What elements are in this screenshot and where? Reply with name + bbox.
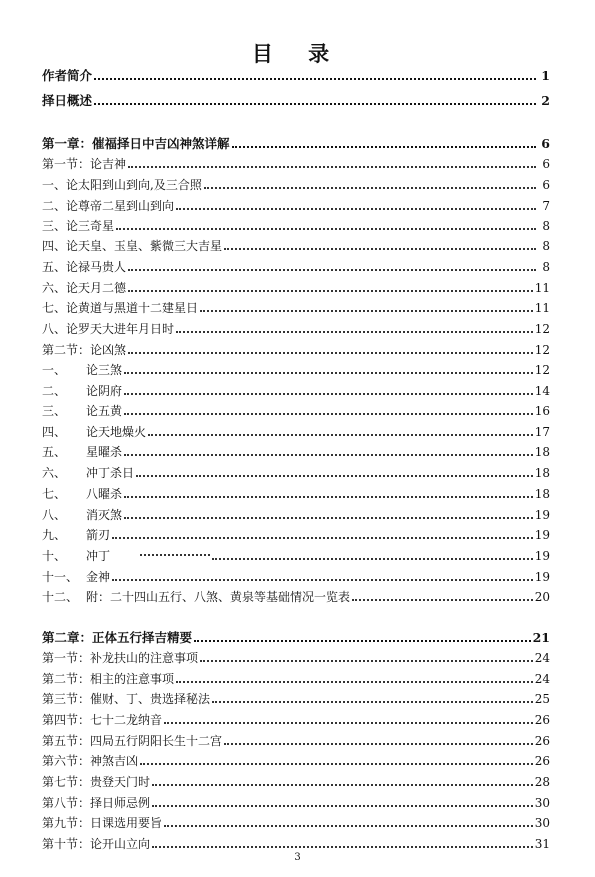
toc-entry-page: 19: [534, 508, 550, 522]
toc-entry-label: [42, 444, 122, 460]
toc-entry-number: 七、: [42, 487, 67, 501]
toc-entry[interactable]: [42, 134, 550, 152]
toc-entry-title: 第二节：相主的注意事项: [42, 672, 175, 686]
toc-entry-page: 2: [541, 93, 550, 108]
toc-entry-title: 第五节：四局五行阴阳长生十二宫: [42, 734, 223, 748]
toc-entry-page: 8: [542, 260, 550, 274]
dot-leader: [176, 681, 533, 683]
dot-leader: [200, 660, 533, 662]
dot-leader: [94, 78, 536, 80]
toc-entry[interactable]: [42, 422, 550, 440]
toc-entry-page: 12: [534, 343, 550, 357]
toc-entry[interactable]: [42, 463, 550, 481]
toc-entry-label: [42, 589, 350, 605]
dot-leader: [152, 784, 533, 786]
toc-entry-number: 九、: [42, 528, 67, 542]
toc-entry-title: 第四节：七十二龙纳音: [42, 713, 163, 727]
dot-leader: [124, 393, 533, 395]
dot-leader: [200, 310, 533, 312]
toc-entry-label: [42, 198, 174, 214]
page-number: 3: [294, 852, 301, 863]
toc-entry[interactable]: [42, 669, 550, 687]
toc-entry-label: [42, 321, 174, 337]
dot-leader: [232, 146, 536, 148]
toc-entry-page: 7: [542, 199, 550, 213]
toc-entry-label: [42, 218, 114, 234]
toc-entry-page: 28: [534, 775, 550, 789]
toc-entry-number: 二、: [42, 384, 67, 398]
dot-leader: [128, 352, 533, 354]
toc-entry-label: [42, 177, 202, 193]
toc-entry-title: 二、论尊帝二星到山到向: [42, 199, 175, 213]
toc-entry-title: 八、论罗天大进年月日时: [42, 322, 175, 336]
toc-entry-label: [42, 486, 122, 502]
toc-entry-page: 24: [534, 651, 550, 665]
toc-entry-number: 十、: [42, 549, 67, 563]
toc-entry-title: 论五黄: [86, 404, 123, 418]
toc-entry-number: 四、: [42, 425, 67, 439]
toc-entry-label: [42, 774, 150, 790]
dot-leader: [176, 208, 536, 210]
toc-entry-title: 箭刃: [86, 528, 111, 542]
toc-entry-label: [42, 691, 210, 707]
dot-leader: [124, 454, 533, 456]
toc-entry[interactable]: [42, 66, 550, 84]
toc-entry-title: 论阴府: [86, 384, 123, 398]
dot-leader: [128, 166, 536, 168]
toc-entry-page: 26: [534, 754, 550, 768]
toc-entry[interactable]: [42, 257, 550, 275]
dot-leader: [194, 640, 531, 642]
dot-leader: [128, 290, 533, 292]
toc-entry-label: [42, 424, 146, 440]
dot-leader: [116, 228, 536, 230]
toc-entry[interactable]: [42, 175, 550, 193]
toc-entry-page: 31: [534, 837, 550, 851]
toc-entry[interactable]: [42, 401, 550, 419]
toc-entry-title: 消灭煞: [86, 508, 123, 522]
page-title: 目 录: [251, 41, 344, 66]
toc-entry-page: 11: [534, 281, 550, 295]
toc-entry-page: 14: [534, 384, 550, 398]
toc-entry-title: 论三煞: [86, 363, 123, 377]
toc-entry[interactable]: [42, 628, 550, 646]
toc-entry-title: 三、论三奇星: [42, 219, 115, 233]
toc-entry-page: 16: [534, 404, 550, 418]
toc-entry-page: 19: [534, 549, 550, 563]
toc-entry[interactable]: [42, 340, 550, 358]
toc-entry[interactable]: [42, 91, 550, 109]
dot-leader: [164, 825, 533, 827]
toc-entry-page: 11: [534, 301, 550, 315]
toc-entry[interactable]: [42, 689, 550, 707]
toc-entry[interactable]: [42, 751, 550, 769]
toc-entry-label: [42, 548, 210, 564]
toc-entry[interactable]: [42, 278, 550, 296]
toc-entry-title: 第八节：择日师忌例: [42, 796, 151, 810]
toc-entry-title: 附：二十四山五行、八煞、黄泉等基础情况一览表: [86, 590, 351, 604]
dot-leader: [124, 372, 533, 374]
toc-entry-title: 星曜杀: [86, 445, 123, 459]
toc-entry-label: [42, 733, 222, 749]
toc-entry-label: [42, 465, 134, 481]
dot-leader: [152, 805, 533, 807]
dot-leader: [212, 701, 533, 703]
toc-entry[interactable]: [42, 834, 550, 852]
dot-leader: [148, 434, 533, 436]
toc-entry-label: [42, 527, 110, 543]
toc-entry-number: 五、: [42, 445, 67, 459]
toc-entry-page: 6: [542, 157, 550, 171]
toc-entry[interactable]: [42, 567, 550, 585]
toc-entry-page: 26: [534, 713, 550, 727]
toc-entry-page: 30: [534, 816, 550, 830]
toc-entry-label: [42, 342, 126, 358]
toc-entry-page: 24: [534, 672, 550, 686]
dot-leader: [124, 496, 533, 498]
toc-entry-page: 12: [534, 363, 550, 377]
toc-entry-page: 18: [534, 445, 550, 459]
toc-entry-page: 6: [541, 136, 550, 151]
toc-entry[interactable]: [42, 484, 550, 502]
toc-entry-label: [42, 68, 92, 84]
toc-entry-page: 18: [534, 487, 550, 501]
toc-entry-page: 25: [534, 692, 550, 706]
toc-entry-label: [42, 795, 150, 811]
toc-entry-page: 18: [534, 466, 550, 480]
toc-entry-label: [42, 836, 150, 852]
toc-entry[interactable]: [42, 360, 550, 378]
toc-entry-label: [42, 753, 138, 769]
toc-entry[interactable]: [42, 236, 550, 254]
toc-entry[interactable]: [42, 442, 550, 460]
toc-entry-number: 一、: [42, 363, 67, 377]
toc-entry-label: [42, 650, 198, 666]
toc-entry[interactable]: [42, 648, 550, 666]
toc-entry-title: 五、论禄马贵人: [42, 260, 127, 274]
dot-leader: [224, 743, 533, 745]
toc-entry-title: 第一章：催福择日中吉凶神煞详解: [42, 136, 230, 151]
toc-entry-number: 三、: [42, 404, 67, 418]
toc-entry-label: [42, 569, 110, 585]
toc-entry-title: 作者简介: [42, 68, 93, 83]
toc-entry[interactable]: [42, 525, 550, 543]
toc-entry-page: 1: [541, 68, 550, 83]
toc-entry-page: 6: [542, 178, 550, 192]
dot-leader: [152, 846, 533, 848]
dot-leader: [212, 558, 533, 560]
toc-entry-title: 第一节：补龙扶山的注意事项: [42, 651, 199, 665]
toc-entry[interactable]: [42, 813, 550, 831]
toc-entry-label: [42, 403, 122, 419]
dot-leader: [140, 763, 533, 765]
dot-leader: [112, 579, 533, 581]
toc-entry-label: [42, 507, 122, 523]
dot-leader: [224, 248, 536, 250]
toc-entry-title: 第十节：论开山立向: [42, 837, 151, 851]
toc-entry[interactable]: [42, 154, 550, 172]
toc-entry-label: [42, 362, 122, 378]
toc-entry-label: [42, 280, 126, 296]
toc-entry-title: 第七节：贵登天门时: [42, 775, 151, 789]
toc-entry-title: 第二节：论凶煞: [42, 343, 127, 357]
toc-entry[interactable]: [42, 546, 550, 564]
dot-leader: [136, 475, 533, 477]
dot-leader: [176, 331, 533, 333]
toc-entry-page: 21: [532, 630, 550, 645]
toc-entry-label: [42, 671, 174, 687]
toc-entry[interactable]: [42, 216, 550, 234]
toc-entry-page: 26: [534, 734, 550, 748]
toc-entry-page: 19: [534, 528, 550, 542]
toc-entry-label: [42, 815, 162, 831]
toc-entry-number: 六、: [42, 466, 67, 480]
toc-entry-title: 一、论太阳到山到向,及三合照: [42, 178, 202, 192]
toc-entry-label: [42, 238, 222, 254]
toc-entry[interactable]: [42, 381, 550, 399]
toc-entry-title: 金神: [86, 570, 111, 584]
dot-leader: [352, 599, 533, 601]
toc-entry-page: 8: [542, 239, 550, 253]
toc-entry[interactable]: [42, 505, 550, 523]
toc-entry-title: 第九节：日课选用要旨: [42, 816, 163, 830]
dot-leader: [112, 537, 533, 539]
dot-leader: [164, 722, 533, 724]
toc-entry-page: 20: [534, 590, 550, 604]
toc-entry[interactable]: [42, 319, 550, 337]
dot-leader: [128, 269, 536, 271]
toc-entry-title: 第六节：神煞吉凶: [42, 754, 139, 768]
toc-entry-label: [42, 630, 192, 646]
toc-entry[interactable]: [42, 793, 550, 811]
toc-entry-number: 八、: [42, 508, 67, 522]
toc-entry-title: 六、论天月二德: [42, 281, 127, 295]
toc-entry-title: 论天地燥火: [86, 425, 147, 439]
toc-entry[interactable]: [42, 587, 550, 605]
dot-leader: [124, 413, 533, 415]
toc-entry-title: 七、论黄道与黑道十二建星日: [42, 301, 199, 315]
toc-entry-label: [42, 93, 92, 109]
toc-entry-label: [42, 383, 122, 399]
toc-entry[interactable]: [42, 731, 550, 749]
toc-entry-label: [42, 300, 198, 316]
toc-entry-title: 第三节：催财、丁、贵选择秘法: [42, 692, 211, 706]
toc-entry-title: 八曜杀: [86, 487, 123, 501]
toc-entry[interactable]: [42, 772, 550, 790]
toc-entry-title: 冲丁杀日: [86, 466, 135, 480]
toc-entry-title: 择日概述: [42, 93, 93, 108]
toc-entry-label: [42, 259, 126, 275]
toc-entry[interactable]: [42, 298, 550, 316]
toc-entry-label: [42, 156, 126, 172]
toc-entry[interactable]: [42, 196, 550, 214]
toc-entry-page: 17: [534, 425, 550, 439]
dot-leader: [94, 103, 536, 105]
toc-entry-page: 8: [542, 219, 550, 233]
toc-entry-title: 第一节：论吉神: [42, 157, 127, 171]
dot-leader: [124, 517, 533, 519]
dot-leader-fragment: [140, 554, 210, 556]
toc-entry-page: 19: [534, 570, 550, 584]
toc-entry-title: 冲丁: [86, 549, 111, 563]
toc-entry-label: [42, 712, 162, 728]
dot-leader: [204, 187, 536, 189]
toc-entry-title: 第二章：正体五行择吉精要: [42, 630, 193, 645]
toc-entry-number: 十一、: [42, 570, 79, 584]
toc-entry-page: 12: [534, 322, 550, 336]
toc-entry-page: 30: [534, 796, 550, 810]
toc-entry[interactable]: [42, 710, 550, 728]
toc-entry-number: 十二、: [42, 590, 79, 604]
toc-entry-label: [42, 136, 230, 152]
toc-entry-title: 四、论天皇、玉皇、紫微三大吉星: [42, 239, 223, 253]
